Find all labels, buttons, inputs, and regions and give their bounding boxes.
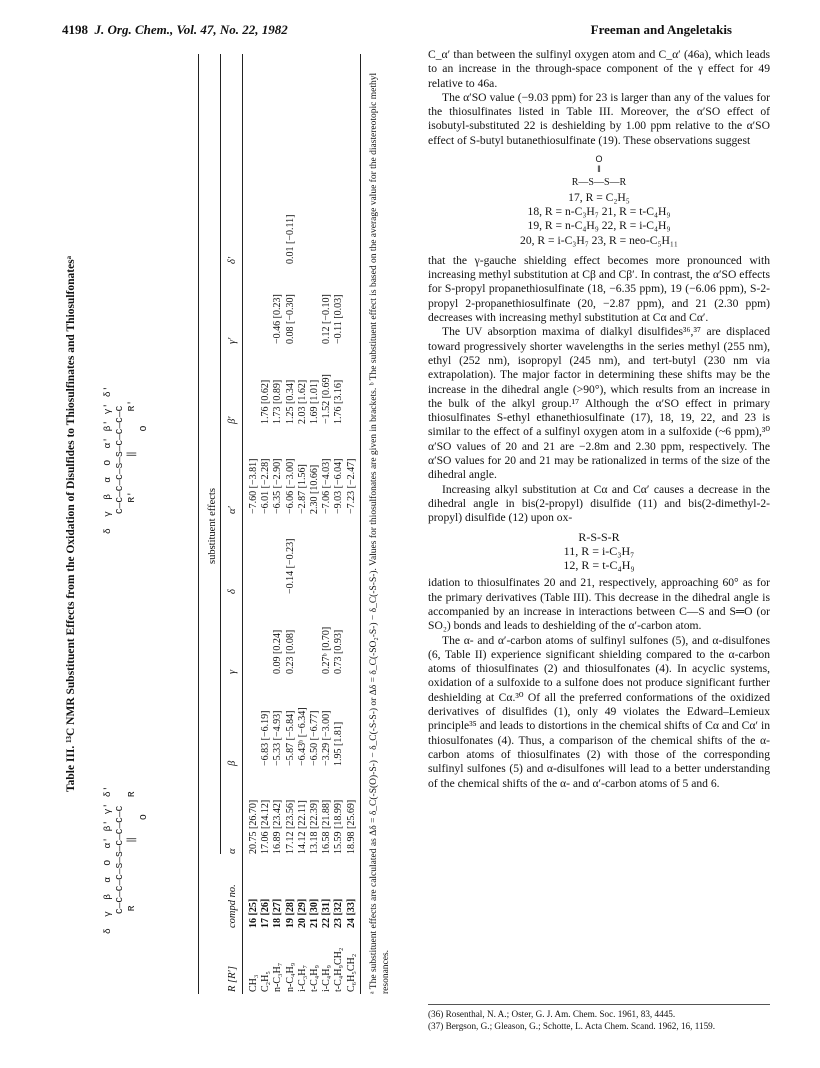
table-cell: 23 [32]	[333, 898, 345, 928]
table-cell: −3.29 [−3.00]	[321, 710, 333, 766]
table-cell: 0.01 [−0.11]	[284, 214, 296, 264]
table-cell: −6.06 [−3.00]	[284, 458, 296, 514]
rotated-table	[58, 44, 416, 1004]
table-cell: 0.08 [−0.30]	[284, 294, 296, 344]
table-cell: −0.14 [−0.23]	[284, 538, 296, 594]
column-header: compd no.	[227, 884, 238, 928]
paragraph: The α- and α′-carbon atoms of sulfinyl sulfones (5), and α-disulfones (6, Table II) experience significant shielding compared to the α-carbon atoms of thiosulfinates (2) and thiosulfonates (4). In acyclic systems, oxidation of a sulfoxide to a sulfone does not produce significant further deshielding at Cα.³⁰ Of all the preferred conformations of the oxidized derivatives of disulfides (1), only 49 violates the Edward–Lemieux principle³⁵ and leads to distortions in the chemical shifts of Cα and Cα′ in thiosulfonates (4). Thus, a comparison of the chemical shifts of the α-carbon atoms of thiosulfinates (2) with those of the corresponding sulfinyl sulfones (5) and α-disulfones will lead to a better understanding of the chemical shifts of the α- and α′-carbon atoms of 5 and 6.	[428, 633, 770, 790]
compound-line: 20, R = i-C₃H₇ 23, R = neo-C₅H₁₁	[520, 233, 678, 247]
table-cell: 2.03 [1.62]	[296, 379, 308, 424]
table-cell: i-C₃H₇	[296, 965, 308, 992]
table-cell: −7.23 [−2.47]	[345, 458, 357, 514]
disulfide-structure	[428, 530, 770, 573]
table-cell: 16.58 [21.88]	[321, 799, 333, 854]
table-rule-top	[198, 54, 199, 994]
table-cell: 19 [28]	[284, 898, 296, 928]
table-cell: −7.06 [−4.03]	[321, 458, 333, 514]
thiosulfinate-formula: R—S—S—R	[571, 177, 627, 189]
column-header: δ′	[227, 256, 238, 264]
table-cell: 24 [33]	[345, 898, 357, 928]
table-cell: 1.25 [0.34]	[284, 379, 296, 424]
table-cell: −0.11 [0.03]	[333, 294, 345, 344]
table-cell: 14.12 [22.11]	[296, 800, 308, 854]
column-header: δ	[227, 589, 238, 594]
column-header: β	[227, 760, 238, 766]
table-cell: 1.76 [3.16]	[333, 379, 345, 424]
table-cell: C₂H₅	[260, 971, 272, 992]
paragraph: The α′SO value (−9.03 ppm) for 23 is larger than any of the values for the thiosulfinates listed in Table III. Moreover, the α′SO effect of isobutyl-substituted 22 is deshielding by 1.00 ppm relative to the α′SO effect of S-butyl butanethiosulfinate (19). These observations suggest	[428, 90, 770, 147]
table-cell: −6.83 [−6.19]	[260, 710, 272, 766]
table-cell: 1.73 [0.89]	[272, 379, 284, 424]
table-cell: 13.18 [22.39]	[309, 799, 320, 854]
structure-right-formula: δ γ β α O α′ β′ γ′ δ′ C—C—C—C—S—S—C—C—C—C R′ ‖ R′ O	[102, 385, 149, 534]
structure-right	[102, 386, 150, 534]
structure-left	[102, 786, 150, 934]
table-cell: −1.52 [0.69]	[321, 374, 333, 424]
paragraph: that the γ-gauche shielding effect becomes more pronounced with increasing methyl substitution at Cβ and Cβ′. In contrast, the α′SO effects for S-propyl propanethiosulfinate (18, −6.35 ppm), 19 (−6.06 ppm), S-2-propyl 2-propanethiosulfinate (20, −2.87 ppm), and 21 (2.30 ppm) decreases with increasing methyl substitution at Cα and Cα′.	[428, 253, 770, 325]
paragraph: idation to thiosulfinates 20 and 21, respectively, approaching 60° as for the primary derivatives (Table III). This decrease in the dihedral angle is accompanied by an increase in interactions between C—S and S═O (or SO₂) bonds and leads to deshielding of the α′-carbon atom.	[428, 576, 770, 633]
compound-line: 18, R = n-C₃H₇ 21, R = t-C₄H₉	[527, 204, 671, 218]
sulfinyl-oxygen: O ‖	[595, 154, 603, 175]
column-header: γ′	[227, 337, 238, 344]
table-cell: t-C₄H₉CH₂	[333, 947, 345, 992]
table-cell: 2.30 [10.66]	[309, 464, 320, 514]
table-footnote: ᵃ The substituent effects are calculated as Δδ = δ_C(-S(O)-S-) − δ_C(-S-S-) or Δδ = δ_C(-SO₂-S-) − δ_C(-S-S-). Values for thiosulfonates are given in brackets. ᵇ The substituent effect is based on the average value for the diastereotopic methyl resonances.	[369, 72, 391, 994]
table-cell: 1.95 [1.81]	[333, 721, 345, 766]
table-cell: −2.87 [1.56]	[296, 464, 308, 514]
table-cell: 17 [26]	[260, 898, 272, 928]
compound-line: 12, R = t-C₄H₉	[563, 558, 635, 573]
references	[428, 1004, 770, 1032]
table-cell: −6.50 [−6.77]	[309, 710, 320, 766]
page-header-left	[62, 22, 288, 38]
paragraph: Increasing alkyl substitution at Cα and Cα′ causes a decrease in the dihedral angle in bis(2-propyl) disulfide (11) and bis(2-dimethyl-2-propyl) disulfide (12) upon ox-	[428, 482, 770, 525]
page-header-authors: Freeman and Angeletakis	[590, 22, 732, 37]
table-cell: 20.75 [26.70]	[248, 799, 259, 854]
table-cell: 1.76 [0.62]	[260, 379, 272, 424]
table-cell: 16.89 [23.42]	[272, 799, 284, 854]
table-cell: 16 [25]	[248, 898, 259, 928]
table-cell: C₆H₅CH₂	[345, 953, 357, 992]
paragraph: C_α′ than between the sulfinyl oxygen atom and C_α′ (46a), which leads to an increase in the through-space component of the γ effect for 49 relative to 46a.	[428, 48, 770, 90]
table-cell: CH₃	[248, 974, 259, 992]
column-header: α′	[227, 506, 238, 514]
column-header: γ	[227, 669, 238, 674]
compound-line: 19, R = n-C₄H₉ 22, R = i-C₄H₉	[527, 219, 671, 233]
table-cell: −6.35 [−2.90]	[272, 458, 284, 514]
table-rule-header	[242, 54, 243, 994]
table-cell: −6.01 [−2.28]	[260, 458, 272, 514]
table-cell: −6.43ᵇ [−6.34]	[296, 707, 308, 766]
table-cell: 18 [27]	[272, 898, 284, 928]
thiosulfinate-structure	[428, 154, 770, 248]
compound-line: 11, R = i-C₃H₇	[563, 543, 635, 558]
table-cell: i-C₄H₉	[321, 965, 333, 992]
table-title: Table III. ¹³C NMR Substituent Effects from the Oxidation of Disulfides to Thiosulfinates and Thiosulfonatesᵃ	[65, 255, 77, 793]
paragraph: The UV absorption maxima of dialkyl disulfides³⁶,³⁷ are displaced toward progressively shorter wavelengths in the series methyl (255 nm), ethyl (252 nm), isopropyl (245 nm), and tert-butyl (230 nm via extrapolation). The major factor in determining these shifts may be the increase in the dihedral angle (>90°), which results from an increase in the bulk of the alkyl group.¹⁷ Although the α′SO effect in primary thiosulfinates S-ethyl ethanethiosulfinate (17), 18, 19, 22, and 23 is similar to the effect of a sulfinyl oxygen atom in a sulfoxide (~6 ppm),³⁰ α′SO values of 20 and 21 are −2.8m and 2.30 ppm, respectively. The α′SO values for 20 and 21 may be rationalized in terms of the size of the dihedral angle.	[428, 325, 770, 482]
table-cell: −0.46 [0.23]	[272, 294, 284, 344]
table-cell: n-C₄H₉	[284, 962, 296, 992]
journal-citation: J. Org. Chem., Vol. 47, No. 22, 1982	[94, 22, 288, 37]
table-cell: 21 [30]	[309, 898, 320, 928]
table-cell: 0.23 [0.08]	[284, 629, 296, 674]
page-number: 4198	[62, 22, 88, 37]
table-cell: 22 [31]	[321, 898, 333, 928]
table-cell: −9.03 [−6.04]	[333, 458, 345, 514]
table-rule-bottom	[360, 54, 361, 994]
column-header: β′	[227, 416, 238, 424]
table-cell: −5.87 [−5.84]	[284, 710, 296, 766]
reference-36: (36) Rosenthal, N. A.; Oster, G. J. Am. Chem. Soc. 1961, 83, 4445.	[428, 1009, 676, 1019]
table-cell: 0.12 [−0.10]	[321, 294, 333, 344]
table-cell: n-C₃H₇	[272, 962, 284, 992]
reference-37: (37) Bergson, G.; Gleason, G.; Schotte, L. Acta Chem. Scand. 1962, 16, 1159.	[428, 1020, 716, 1031]
table-cell: 15.59 [18.99]	[333, 799, 345, 854]
table-cell: 0.09 [0.24]	[272, 629, 284, 674]
table-cell: −7.60 [−3.81]	[248, 458, 259, 514]
table-rule-sub	[220, 54, 221, 854]
table-cell: 0.73 [0.93]	[333, 629, 345, 674]
table-cell: 1.69 [1.01]	[309, 379, 320, 424]
table-cell: 17.12 [23.56]	[284, 799, 296, 854]
table-cell: t-C₄H₉	[309, 965, 320, 992]
table-cell: −5.33 [−4.93]	[272, 710, 284, 766]
compound-line: 17, R = C₂H₅	[568, 190, 630, 204]
body-column	[428, 48, 770, 791]
column-header: R [R′]	[227, 966, 238, 992]
table-cell: 18.98 [25.69]	[345, 799, 357, 854]
disulfide-formula: R-S-S-R	[578, 529, 620, 544]
table-cell: 17.06 [24.12]	[260, 799, 272, 854]
table-cell: 0.27ᵇ [0.70]	[321, 626, 333, 674]
structure-left-formula: δ γ β α O α′ β′ γ′ δ′ C—C—C—C—S—S—C—C—C—C R ‖ R O	[102, 785, 149, 934]
column-header: α	[227, 848, 238, 854]
substituent-effects-label: substituent effects	[207, 488, 218, 564]
table-cell: 20 [29]	[296, 898, 308, 928]
table-region	[58, 44, 416, 1004]
